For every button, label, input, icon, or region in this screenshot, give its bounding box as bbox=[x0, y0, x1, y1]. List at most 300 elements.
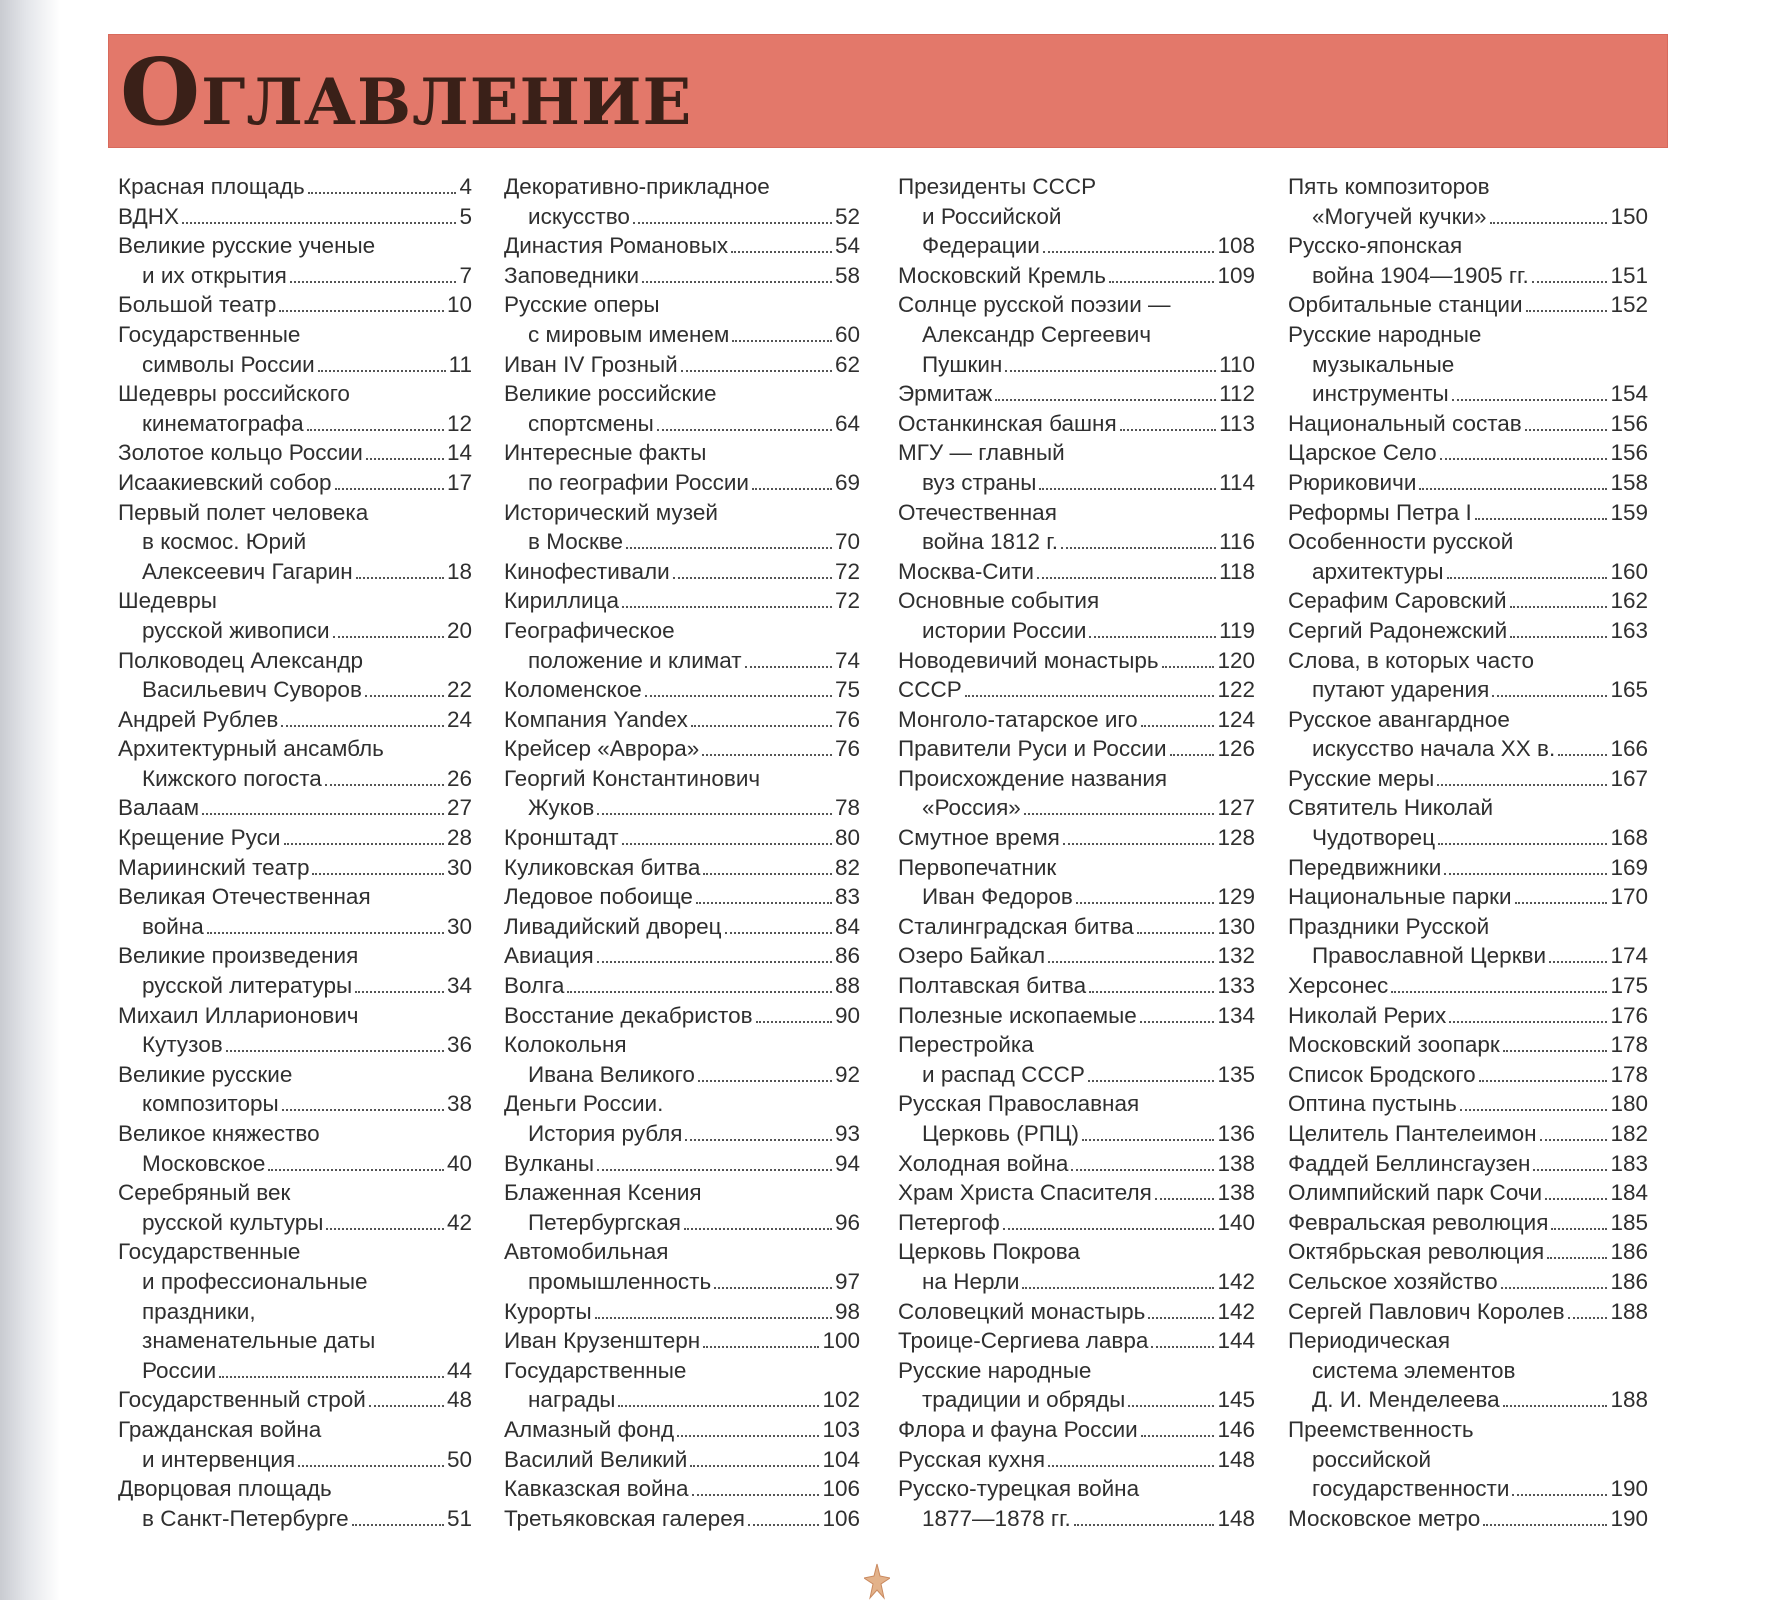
toc-entry-text: Александр Сергеевич bbox=[922, 321, 1152, 347]
toc-entry-continuation-line bbox=[898, 1385, 1255, 1415]
toc-entry[interactable] bbox=[1288, 1149, 1648, 1179]
toc-entry-text: Первопечатник bbox=[898, 854, 1057, 880]
toc-entry-title-line bbox=[504, 290, 860, 320]
toc-page-number: 34 bbox=[446, 973, 472, 999]
toc-entry[interactable] bbox=[898, 764, 1255, 823]
toc-entry-continuation-line bbox=[118, 1504, 472, 1534]
dot-leader bbox=[1483, 1524, 1607, 1526]
toc-entry[interactable] bbox=[118, 823, 472, 853]
toc-entry-continuation-line bbox=[898, 468, 1255, 498]
toc-entry-continuation-line bbox=[898, 1060, 1255, 1090]
dot-leader bbox=[633, 222, 832, 224]
toc-entry[interactable] bbox=[898, 1415, 1255, 1445]
dot-leader bbox=[691, 725, 832, 727]
dot-leader bbox=[325, 784, 444, 786]
dot-leader bbox=[703, 873, 832, 875]
toc-entry[interactable] bbox=[504, 1001, 860, 1031]
toc-entry-title-line bbox=[1288, 616, 1648, 646]
toc-entry[interactable] bbox=[118, 1001, 472, 1060]
dot-leader bbox=[1547, 1257, 1607, 1259]
toc-entry[interactable] bbox=[898, 290, 1255, 379]
toc-entry-text: истории России bbox=[922, 617, 1087, 643]
dot-leader bbox=[1141, 725, 1215, 727]
toc-entry[interactable] bbox=[504, 764, 860, 823]
toc-entry[interactable] bbox=[898, 705, 1255, 735]
toc-entry[interactable] bbox=[1288, 616, 1648, 646]
toc-entry[interactable] bbox=[504, 912, 860, 942]
toc-entry-title-line bbox=[504, 616, 860, 646]
toc-entry-text: Декоративно-прикладное bbox=[504, 174, 770, 199]
dot-leader bbox=[1037, 577, 1216, 579]
toc-entry-title-line bbox=[1288, 853, 1648, 883]
toc-entry-text: Великие русские bbox=[118, 1061, 293, 1087]
toc-entry-title-line bbox=[504, 1030, 860, 1060]
toc-entry[interactable] bbox=[504, 498, 860, 557]
toc-page-number: 44 bbox=[446, 1357, 472, 1383]
toc-entry[interactable] bbox=[504, 1030, 860, 1089]
toc-entry[interactable] bbox=[118, 1178, 472, 1237]
dot-leader bbox=[1558, 754, 1607, 756]
toc-entry-text: Кинофестивали bbox=[504, 558, 670, 584]
toc-entry-title-line bbox=[504, 1356, 860, 1386]
toc-entry-title-line bbox=[118, 1119, 472, 1149]
toc-entry[interactable] bbox=[118, 172, 472, 202]
toc-entry-text: Государственный строй bbox=[118, 1387, 366, 1413]
dot-leader bbox=[1005, 370, 1216, 372]
toc-page-number: 174 bbox=[1610, 943, 1648, 969]
toc-entry[interactable] bbox=[504, 350, 860, 380]
dot-leader bbox=[1024, 813, 1215, 815]
toc-entry-text: Отечественная bbox=[898, 499, 1057, 525]
toc-entry[interactable] bbox=[504, 705, 860, 735]
toc-entry[interactable] bbox=[1288, 646, 1648, 705]
toc-entry[interactable] bbox=[118, 438, 472, 468]
toc-entry[interactable] bbox=[1288, 1060, 1648, 1090]
toc-entry-text: России bbox=[142, 1357, 217, 1383]
toc-entry[interactable] bbox=[118, 320, 472, 379]
toc-entry[interactable] bbox=[1288, 705, 1648, 764]
toc-entry[interactable] bbox=[898, 1149, 1255, 1179]
toc-entry-title-line bbox=[1288, 231, 1648, 261]
toc-entry-text: в космос. Юрий bbox=[142, 529, 307, 555]
toc-page-number: 156 bbox=[1610, 440, 1648, 466]
toc-entry[interactable] bbox=[118, 705, 472, 735]
toc-entry-title-line bbox=[1288, 1001, 1648, 1031]
toc-entry[interactable] bbox=[898, 1030, 1255, 1089]
toc-page-number: 36 bbox=[446, 1032, 472, 1058]
toc-entry[interactable] bbox=[898, 172, 1255, 261]
toc-entry[interactable] bbox=[898, 1445, 1255, 1475]
toc-entry-text: Царское Село bbox=[1288, 440, 1437, 466]
toc-entry-title-line bbox=[504, 823, 860, 853]
toc-entry[interactable] bbox=[118, 734, 472, 793]
toc-entry[interactable] bbox=[898, 1089, 1255, 1148]
toc-entry-text: и распад СССР bbox=[922, 1061, 1085, 1087]
toc-page-number: 18 bbox=[446, 558, 472, 584]
toc-page-number: 150 bbox=[1610, 203, 1648, 229]
toc-page-number: 27 bbox=[446, 795, 472, 821]
toc-entry-text: Смутное время bbox=[898, 825, 1060, 851]
toc-entry[interactable] bbox=[504, 172, 860, 231]
toc-entry[interactable] bbox=[504, 616, 860, 675]
toc-entry-text: Праздники Русской bbox=[1288, 913, 1490, 939]
toc-page-number: 72 bbox=[834, 588, 860, 614]
dot-leader bbox=[1155, 1198, 1215, 1200]
dot-leader bbox=[748, 1524, 820, 1526]
toc-entry-title-line bbox=[898, 1089, 1255, 1119]
toc-entry[interactable] bbox=[898, 1326, 1255, 1356]
dot-leader bbox=[1089, 991, 1214, 993]
toc-entry-text: Михаил Илларионович bbox=[118, 1002, 359, 1028]
toc-entry-title-line bbox=[118, 646, 472, 676]
toc-entry[interactable] bbox=[504, 586, 860, 616]
toc-entry[interactable] bbox=[504, 557, 860, 587]
dot-leader bbox=[1444, 873, 1607, 875]
toc-entry-text: русской культуры bbox=[142, 1209, 324, 1235]
toc-entry-text: Флора и фауна России bbox=[898, 1416, 1138, 1442]
toc-entry-title-line bbox=[1288, 320, 1648, 350]
toc-entry[interactable] bbox=[118, 1237, 472, 1385]
toc-entry[interactable] bbox=[898, 261, 1255, 291]
toc-entry[interactable] bbox=[898, 1356, 1255, 1415]
toc-entry[interactable] bbox=[898, 853, 1255, 912]
toc-entry-title-line bbox=[118, 202, 472, 232]
toc-entry-title-line bbox=[504, 1237, 860, 1267]
toc-entry-text: Деньги России. bbox=[504, 1091, 664, 1117]
dot-leader bbox=[1510, 606, 1608, 608]
toc-entry[interactable] bbox=[1288, 1297, 1648, 1327]
toc-entry-text: и интервенция bbox=[142, 1446, 296, 1472]
toc-entry-text: музыкальные bbox=[1312, 351, 1455, 377]
toc-entry[interactable] bbox=[898, 1237, 1255, 1296]
toc-entry-text: положение и климат bbox=[528, 647, 742, 673]
toc-entry-continuation-line bbox=[898, 1504, 1255, 1534]
toc-entry-title-line bbox=[898, 172, 1255, 202]
toc-entry[interactable] bbox=[504, 1089, 860, 1148]
dot-leader bbox=[684, 1228, 832, 1230]
toc-entry-text: Васильевич Суворов bbox=[142, 677, 362, 703]
toc-entry[interactable] bbox=[1288, 912, 1648, 971]
toc-entry[interactable] bbox=[1288, 172, 1648, 231]
toc-entry[interactable] bbox=[1288, 438, 1648, 468]
toc-entry[interactable] bbox=[504, 1297, 860, 1327]
dot-leader bbox=[1109, 281, 1214, 283]
toc-entry[interactable] bbox=[1288, 1119, 1648, 1149]
toc-column-1 bbox=[118, 172, 472, 1533]
toc-entry[interactable] bbox=[118, 1060, 472, 1119]
dot-leader bbox=[1515, 902, 1608, 904]
toc-entry-text: Великое княжество bbox=[118, 1121, 320, 1146]
toc-entry-title-line bbox=[898, 1208, 1255, 1238]
toc-entry-title-line bbox=[1288, 1504, 1648, 1534]
toc-entry[interactable] bbox=[1288, 498, 1648, 528]
toc-page-number: 7 bbox=[459, 262, 472, 288]
dot-leader bbox=[1503, 1050, 1608, 1052]
toc-entry-text: Государственные bbox=[504, 1357, 687, 1383]
toc-entry-text: Передвижники bbox=[1288, 854, 1442, 880]
toc-entry-text: вуз страны bbox=[922, 469, 1037, 495]
toc-entry[interactable] bbox=[898, 1474, 1255, 1533]
toc-entry-continuation-line bbox=[118, 675, 472, 705]
toc-entry[interactable] bbox=[898, 498, 1255, 557]
toc-entry[interactable] bbox=[1288, 971, 1648, 1001]
toc-column-2 bbox=[504, 172, 860, 1533]
toc-entry[interactable] bbox=[118, 498, 472, 587]
toc-entry-text: Иван IV Грозный bbox=[504, 351, 678, 377]
dot-leader bbox=[1076, 902, 1215, 904]
toc-entry[interactable] bbox=[898, 971, 1255, 1001]
toc-entry-text: Русская Православная bbox=[898, 1091, 1140, 1117]
toc-entry[interactable] bbox=[118, 1119, 472, 1178]
toc-entry[interactable] bbox=[898, 646, 1255, 676]
toc-entry[interactable] bbox=[504, 1356, 860, 1415]
toc-page-number: 178 bbox=[1610, 1032, 1648, 1058]
toc-page-number: 126 bbox=[1217, 736, 1255, 762]
toc-entry-text: искусство начала XX в. bbox=[1312, 736, 1556, 762]
toc-entry-text: Московский зоопарк bbox=[1288, 1032, 1500, 1058]
toc-entry[interactable] bbox=[1288, 231, 1648, 290]
toc-entry[interactable] bbox=[504, 1326, 860, 1356]
toc-page-number: 93 bbox=[834, 1121, 860, 1146]
toc-page-number: 152 bbox=[1610, 292, 1648, 318]
dot-leader bbox=[1419, 488, 1607, 490]
toc-entry[interactable] bbox=[118, 586, 472, 645]
toc-entry[interactable] bbox=[504, 971, 860, 1001]
toc-entry[interactable] bbox=[1288, 527, 1648, 586]
toc-entry[interactable] bbox=[1288, 586, 1648, 616]
toc-entry-text: Ивана Великого bbox=[528, 1061, 695, 1087]
toc-entry[interactable] bbox=[898, 557, 1255, 587]
toc-page-number: 118 bbox=[1219, 558, 1255, 584]
toc-entry[interactable] bbox=[1288, 764, 1648, 794]
toc-entry-text: Октябрьская революция bbox=[1288, 1239, 1545, 1265]
toc-entry[interactable] bbox=[1288, 1089, 1648, 1119]
toc-entry-text: Русские народные bbox=[898, 1357, 1092, 1383]
toc-entry[interactable] bbox=[118, 468, 472, 498]
toc-entry[interactable] bbox=[1288, 1001, 1648, 1031]
toc-page-number: 38 bbox=[446, 1091, 472, 1117]
toc-entry-continuation-line bbox=[504, 646, 860, 676]
toc-entry[interactable] bbox=[1288, 468, 1648, 498]
toc-page-number: 165 bbox=[1610, 677, 1648, 703]
toc-entry[interactable] bbox=[1288, 1030, 1648, 1060]
toc-entry[interactable] bbox=[118, 290, 472, 320]
toc-entry-continuation-line bbox=[898, 202, 1255, 232]
dot-leader bbox=[597, 813, 832, 815]
toc-page-number: 4 bbox=[459, 174, 472, 199]
toc-entry-text: Петергоф bbox=[898, 1209, 1000, 1235]
toc-entry-text: Херсонес bbox=[1288, 973, 1389, 999]
toc-entry-text: Сергий Радонежский bbox=[1288, 617, 1508, 643]
toc-entry-continuation-line bbox=[118, 1356, 472, 1386]
toc-entry-continuation-line bbox=[504, 1119, 860, 1149]
toc-entry[interactable] bbox=[898, 675, 1255, 705]
toc-entry-title-line bbox=[898, 261, 1255, 291]
toc-entry-text: Сельское хозяйство bbox=[1288, 1268, 1498, 1294]
toc-page-number: 120 bbox=[1217, 647, 1255, 673]
dot-leader bbox=[1140, 1021, 1215, 1023]
toc-entry[interactable] bbox=[898, 1178, 1255, 1208]
toc-column-4 bbox=[1288, 172, 1648, 1533]
toc-entry[interactable] bbox=[504, 1415, 860, 1445]
toc-entry[interactable] bbox=[1288, 1208, 1648, 1238]
toc-entry-text: Государственные bbox=[118, 321, 301, 347]
toc-entry[interactable] bbox=[1288, 793, 1648, 852]
toc-entry[interactable] bbox=[1288, 1178, 1648, 1208]
toc-entry[interactable] bbox=[118, 1474, 472, 1533]
toc-entry-title-line bbox=[1288, 468, 1648, 498]
toc-page-number: 182 bbox=[1610, 1121, 1648, 1146]
toc-entry[interactable] bbox=[504, 675, 860, 705]
toc-entry-text: Династия Романовых bbox=[504, 233, 729, 259]
toc-entry-continuation-line bbox=[1288, 823, 1648, 853]
toc-entry-title-line bbox=[504, 498, 860, 528]
toc-entry[interactable] bbox=[504, 882, 860, 912]
toc-entry-text: Троице-Сергиева лавра bbox=[898, 1328, 1149, 1354]
toc-entry-text: кинематографа bbox=[142, 410, 304, 436]
dot-leader bbox=[1061, 547, 1216, 549]
toc-entry[interactable] bbox=[504, 941, 860, 971]
toc-entry[interactable] bbox=[118, 941, 472, 1000]
toc-entry[interactable] bbox=[118, 379, 472, 438]
toc-entry-text: СССР bbox=[898, 677, 962, 703]
toc-entry-text: Русские меры bbox=[1288, 765, 1435, 791]
toc-entry[interactable] bbox=[118, 231, 472, 290]
dot-leader bbox=[308, 192, 457, 194]
toc-entry-continuation-line bbox=[118, 1297, 472, 1327]
toc-entry[interactable] bbox=[898, 1001, 1255, 1031]
toc-entry-text: Шедевры российского bbox=[118, 381, 350, 407]
toc-entry-text: Святитель Николай bbox=[1288, 795, 1494, 821]
toc-entry-text: Великие произведения bbox=[118, 943, 359, 969]
toc-page-number: 132 bbox=[1217, 943, 1255, 969]
toc-entry[interactable] bbox=[1288, 1415, 1648, 1504]
toc-entry[interactable] bbox=[118, 646, 472, 705]
toc-entry[interactable] bbox=[504, 853, 860, 883]
toc-page-number: 144 bbox=[1217, 1328, 1255, 1354]
dot-leader bbox=[645, 695, 832, 697]
toc-entry[interactable] bbox=[118, 853, 472, 883]
toc-entry-text: Полтавская битва bbox=[898, 973, 1087, 999]
toc-entry-text: русской живописи bbox=[142, 617, 330, 643]
toc-entry-text: Пушкин bbox=[922, 351, 1003, 377]
toc-entry[interactable] bbox=[504, 1504, 860, 1534]
toc-entry-text: «Могучей кучки» bbox=[1312, 203, 1487, 229]
toc-entry[interactable] bbox=[1288, 290, 1648, 320]
toc-entry[interactable] bbox=[898, 438, 1255, 497]
toc-entry[interactable] bbox=[1288, 882, 1648, 912]
toc-page-number: 108 bbox=[1217, 233, 1255, 259]
toc-entry-continuation-line bbox=[118, 1089, 472, 1119]
toc-entry[interactable] bbox=[898, 912, 1255, 942]
toc-entry-title-line bbox=[1288, 1267, 1648, 1297]
toc-entry-continuation-line bbox=[1288, 1474, 1648, 1504]
toc-entry-title-line bbox=[118, 1415, 472, 1445]
toc-entry[interactable] bbox=[898, 586, 1255, 645]
toc-entry-text: на Нерли bbox=[922, 1268, 1020, 1294]
toc-entry-continuation-line bbox=[1288, 202, 1648, 232]
toc-entry-text: по географии России bbox=[528, 469, 749, 495]
toc-entry[interactable] bbox=[504, 823, 860, 853]
toc-entry[interactable] bbox=[504, 290, 860, 349]
toc-entry[interactable] bbox=[504, 1237, 860, 1296]
dot-leader bbox=[1137, 932, 1215, 934]
toc-entry[interactable] bbox=[1288, 320, 1648, 409]
toc-entry-text: искусство bbox=[528, 203, 630, 229]
toc-entry[interactable] bbox=[1288, 853, 1648, 883]
toc-entry[interactable] bbox=[504, 379, 860, 438]
toc-entry[interactable] bbox=[898, 1208, 1255, 1238]
dot-leader bbox=[1503, 1405, 1608, 1407]
toc-entry[interactable] bbox=[504, 438, 860, 497]
toc-page-number: 114 bbox=[1219, 469, 1255, 495]
toc-entry[interactable] bbox=[1288, 1326, 1648, 1415]
toc-entry[interactable] bbox=[118, 882, 472, 941]
toc-page-number: 10 bbox=[446, 292, 472, 318]
toc-entry[interactable] bbox=[118, 1385, 472, 1415]
toc-entry[interactable] bbox=[898, 1297, 1255, 1327]
toc-entry-title-line bbox=[504, 1415, 860, 1445]
toc-entry-text: ВДНХ bbox=[118, 203, 180, 229]
toc-entry[interactable] bbox=[1288, 1504, 1648, 1534]
toc-entry[interactable] bbox=[898, 941, 1255, 971]
toc-entry[interactable] bbox=[504, 1178, 860, 1237]
dot-leader bbox=[698, 1080, 832, 1082]
toc-entry-title-line bbox=[504, 675, 860, 705]
dot-leader bbox=[595, 1317, 832, 1319]
toc-entry[interactable] bbox=[1288, 1237, 1648, 1267]
toc-page-number: 154 bbox=[1610, 381, 1648, 407]
toc-entry[interactable] bbox=[118, 202, 472, 232]
toc-page-number: 75 bbox=[834, 677, 860, 703]
toc-entry[interactable] bbox=[1288, 1267, 1648, 1297]
toc-entry[interactable] bbox=[898, 409, 1255, 439]
toc-entry[interactable] bbox=[504, 231, 860, 261]
toc-entry[interactable] bbox=[504, 1474, 860, 1504]
toc-entry-continuation-line bbox=[118, 261, 472, 291]
toc-entry-title-line bbox=[504, 586, 860, 616]
toc-entry[interactable] bbox=[898, 734, 1255, 764]
toc-entry[interactable] bbox=[504, 1445, 860, 1475]
toc-entry-text: в Москве bbox=[528, 529, 624, 555]
toc-entry[interactable] bbox=[898, 823, 1255, 853]
toc-entry[interactable] bbox=[504, 734, 860, 764]
toc-page-number: 122 bbox=[1217, 677, 1255, 703]
toc-entry[interactable] bbox=[118, 1415, 472, 1474]
toc-entry-text: Происхождение названия bbox=[898, 765, 1168, 791]
toc-entry-continuation-line bbox=[504, 1208, 860, 1238]
dot-leader bbox=[366, 458, 444, 460]
toc-page-number: 86 bbox=[834, 943, 860, 969]
toc-entry-text: Сергей Павлович Королев bbox=[1288, 1298, 1565, 1324]
toc-page-number: 134 bbox=[1217, 1002, 1255, 1028]
toc-entry-continuation-line bbox=[118, 1326, 472, 1356]
toc-entry-title-line bbox=[898, 1356, 1255, 1386]
toc-entry[interactable] bbox=[1288, 409, 1648, 439]
toc-entry[interactable] bbox=[504, 1149, 860, 1179]
dot-leader bbox=[626, 547, 832, 549]
toc-entry-text: Шедевры bbox=[118, 588, 217, 614]
toc-entry[interactable] bbox=[504, 261, 860, 291]
toc-entry-text: Храм Христа Спасителя bbox=[898, 1180, 1152, 1206]
toc-entry[interactable] bbox=[898, 379, 1255, 409]
toc-page-number: 30 bbox=[446, 854, 472, 880]
toc-page-number: 151 bbox=[1610, 262, 1648, 288]
toc-entry[interactable] bbox=[118, 793, 472, 823]
toc-entry-text: Полезные ископаемые bbox=[898, 1002, 1137, 1028]
toc-entry-text: Петербургская bbox=[528, 1209, 681, 1235]
toc-entry-title-line bbox=[118, 793, 472, 823]
